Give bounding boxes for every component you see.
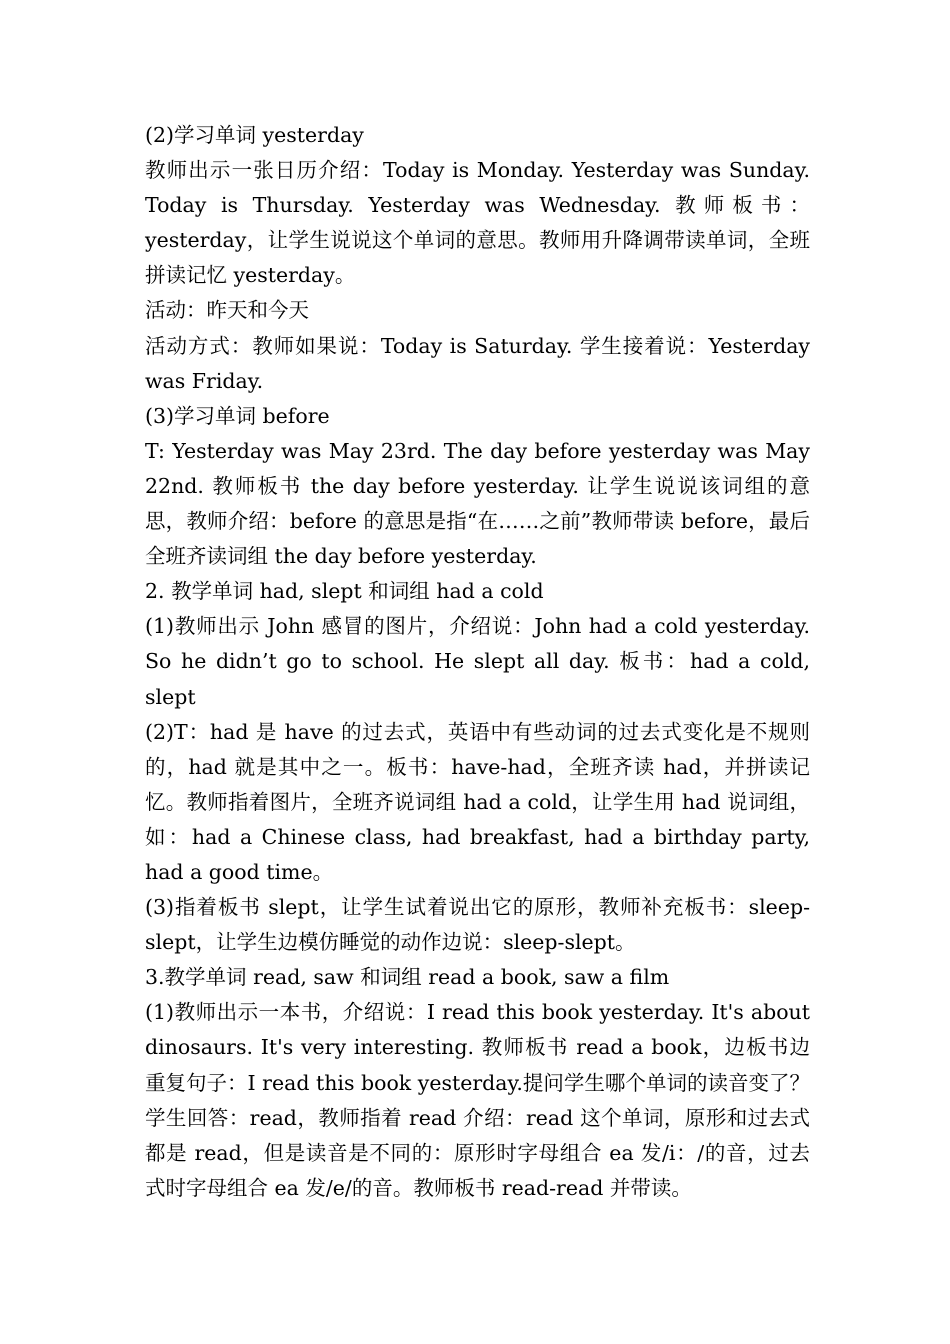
paragraph-section-2-heading: 2. 教学单词 had, slept 和词组 had a cold: [145, 579, 544, 604]
paragraph-activity-title: 活动：昨天和今天: [145, 298, 309, 323]
paragraph-john-cold: (1)教师出示 John 感冒的图片，介绍说：John had a cold yesterday. So he didn’t go to school. He slept all day. 板书：had a cold, slept: [145, 614, 810, 709]
paragraph-before-explanation: T: Yesterday was May 23rd. The day before yesterday was May 22nd. 教师板书 the day before yesterday. 让学生说说该词组的意思，教师介绍：before 的意思是指“在……之前”教师带读 before，最后全班齐读词组 the day before yesterday.: [145, 438, 810, 569]
paragraph-learn-before-heading: (3)学习单词 before: [145, 403, 330, 428]
paragraph-section-3-heading: 3.教学单词 read, saw 和词组 read a book, saw a film: [145, 965, 670, 990]
paragraph-activity-method: 活动方式：教师如果说：Today is Saturday. 学生接着说：Yesterday was Friday.: [145, 333, 810, 393]
paragraph-had-past-tense: (2)T：had 是 have 的过去式，英语中有些动词的过去式变化是不规则的，had 就是其中之一。板书：have-had，全班齐读 had，并拼读记忆。教师指着图片，全班齐说词组 had a cold，让学生用 had 说词组，如：had a Chinese class, had breakfast, had a birthday party, had a good time。: [145, 719, 810, 884]
paragraph-learn-yesterday-heading: (2)学习单词 yesterday: [145, 123, 364, 147]
paragraph-read-a-book: (1)教师出示一本书，介绍说：I read this book yesterday. It's about dinosaurs. It's very interesting. 教师板书 read a book，边板书边重复句子：I read this book yesterday.提问学生哪个单词的读音变了？学生回答：read，教师指着 read 介绍：read 这个单词，原形和过去式都是 read，但是读音是不同的：原形时字母组合 ea 发/i：/的音，过去式时字母组合 ea 发/e/的音。教师板书 read-read 并带读。: [145, 1000, 810, 1200]
paragraph-slept: (3)指着板书 slept，让学生试着说出它的原形，教师补充板书：sleep-slept，让学生边模仿睡觉的动作边说：sleep-slept。: [145, 895, 810, 955]
paragraph-calendar-intro: 教师出示一张日历介绍：Today is Monday. Yesterday was Sunday. Today is Thursday. Yesterday was Wednesday. 教师板书：yesterday，让学生说说这个单词的意思。教师用升降调带读单词，全班拼读记忆 yesterday。: [145, 158, 810, 288]
document-body: [145, 118, 810, 1206]
